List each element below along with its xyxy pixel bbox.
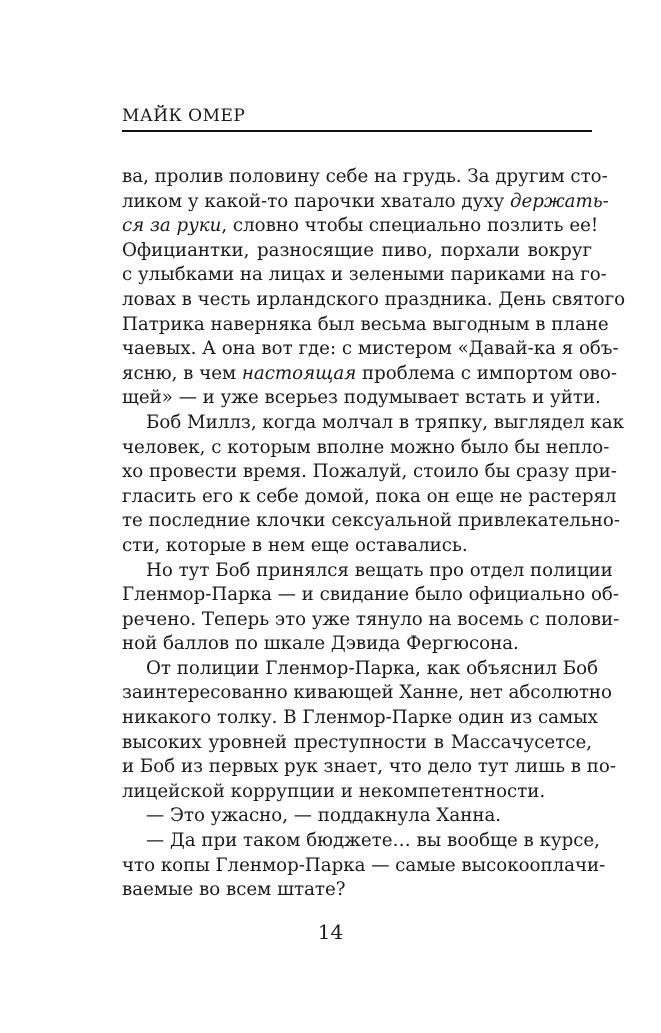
text-line [122, 263, 607, 288]
text-segment: проблема с импортом ово- [356, 362, 617, 384]
text-segment: ва, пролив половину себе на грудь. За другим сто- [122, 166, 608, 187]
text-segment: ясню, в чем [122, 362, 242, 384]
text-line [122, 362, 617, 387]
text-segment: Официантки, разносящие пиво, порхали вокруг [122, 239, 592, 261]
text-segment: чаевых. А она вот где: с мистером «Давай-ка я объ- [122, 338, 619, 360]
text-segment: От полиции Гленмор-Парка, как объяснил Боб [146, 657, 599, 679]
text-line [122, 386, 601, 411]
text-line [122, 239, 592, 264]
text-line [122, 583, 619, 608]
text-segment: высоких уровней преступности в Массачусетсе, [122, 731, 592, 753]
text-segment: те последние клочки сексуальной привлекательно- [122, 510, 620, 532]
page-number: 14 [317, 920, 344, 944]
text-segment: лицейской коррупции и некомпетентности. [122, 780, 546, 802]
text-segment: — Это ужасно, — поддакнула Ханна. [146, 805, 502, 827]
text-line [122, 534, 592, 559]
text-segment: ной баллов по шкале Дэвида Фергюсона. [122, 633, 519, 655]
text-line [122, 878, 592, 903]
text-line [122, 436, 610, 461]
text-line [122, 681, 612, 706]
text-line [122, 214, 599, 239]
text-line [122, 190, 609, 215]
text-segment: что копы Гленмор-Парка — самые высокооплачи- [122, 854, 606, 876]
text-line [122, 411, 624, 436]
page-body-text [122, 165, 626, 903]
text-line [122, 780, 592, 805]
running-head-author: МАЙК ОМЕР [122, 106, 246, 126]
text-segment: гласить его к себе домой, пока он еще не растерял [122, 485, 617, 507]
text-line [122, 731, 592, 756]
text-segment: Боб Миллз, когда молчал в тряпку, выглядел как [146, 411, 624, 433]
text-line [122, 804, 592, 829]
text-segment: Патрика наверняка был весьма выгодным в плане [122, 313, 609, 335]
text-line [122, 854, 606, 879]
text-segment: щей» — и уже всерьез подумывает встать и уйти. [122, 387, 601, 409]
text-line [122, 509, 620, 534]
text-segment: ликом у какой-то парочки хватало духу [122, 190, 511, 212]
text-line [122, 755, 616, 780]
text-line [122, 288, 626, 313]
text-segment: Но тут Боб принялся вещать про отдел полиции [146, 559, 613, 581]
italic-text: настоящая [241, 362, 357, 384]
text-line [122, 165, 608, 190]
text-line [122, 559, 613, 584]
text-segment: Гленмор-Парка — и свидание было официально об- [122, 584, 619, 606]
text-line [122, 829, 600, 854]
text-line [122, 460, 617, 485]
text-segment: и Боб из первых рук знает, что дело тут лишь в по- [122, 756, 616, 778]
text-segment: речено. Теперь это уже тянуло на восемь с полови- [122, 608, 620, 630]
text-segment: заинтересованно кивающей Ханне, нет абсолютно [122, 682, 612, 704]
text-segment: с улыбками на лицах и зелеными париками на го- [122, 264, 607, 286]
text-segment: — Да при таком бюджете… вы вообще в курсе, [146, 830, 600, 852]
text-segment: хо провести время. Пожалуй, стоило бы сразу при- [122, 461, 617, 483]
text-line [122, 485, 617, 510]
text-line [122, 632, 592, 657]
text-segment: человек, с которым вполне можно было бы непло- [122, 436, 610, 458]
text-line [122, 337, 619, 362]
text-line [122, 608, 620, 633]
text-line [122, 657, 599, 682]
text-line [122, 706, 598, 731]
text-line [122, 313, 609, 338]
text-segment: ловах в честь ирландского праздника. День святого [122, 288, 626, 310]
text-segment: никакого толку. В Гленмор-Парке один из самых [122, 707, 598, 729]
text-segment: сти, которые в нем еще оставались. [122, 534, 468, 556]
text-segment: , словно чтобы специально позлить ее! [221, 215, 599, 237]
text-segment: ваемые во всем штате? [122, 879, 346, 901]
italic-text: ся за руки [122, 215, 222, 237]
italic-text: держать- [510, 190, 609, 212]
header-rule [122, 130, 592, 132]
